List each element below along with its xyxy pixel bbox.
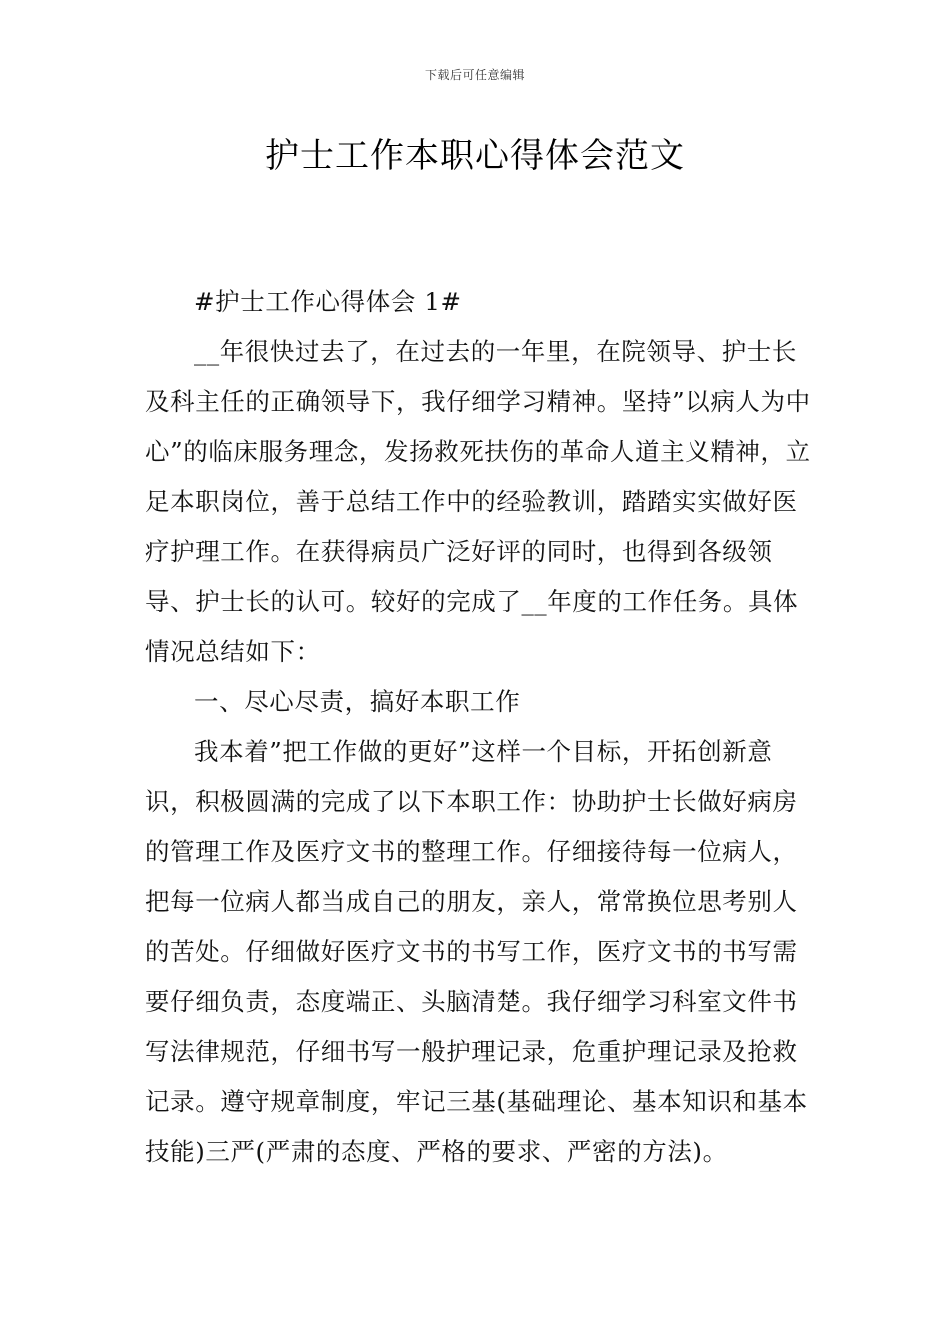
section-heading: #护士工作心得体会 1# [194, 287, 462, 316]
subsection-heading: 一、尽心尽责，搞好本职工作 [194, 687, 521, 716]
header-note: 下载后可任意编辑 [424, 68, 525, 82]
paragraph: 我本着”把工作做的更好”这样一个目标，开拓创新意识，积极圆满的完成了以下本职工作：协助护士长做好病房的管理工作及医疗文书的整理工作。仔细接待每一位病人，把每一位病人都当成自己的朋友，亲人，常常换位思考别人的苦处。仔细做好医疗文书的书写工作，医疗文书的书写需要仔细负责，态度端正、头脑清楚。我仔细学习科室文件书写法律规范，仔细书写一般护理记录，危重护理记录及抢救记录。遵守规章制度，牢记三基(基础理论、基本知识和基本技能)三严(严肃的态度、严格的要求、严密的方法)。 [145, 737, 808, 1166]
document-title: 护士工作本职心得体会范文 [265, 136, 685, 176]
paragraph: __年很快过去了，在过去的一年里，在院领导、护士长及科主任的正确领导下，我仔细学习精神。坚持”以病人为中心”的临床服务理念，发扬救死扶伤的革命人道主义精神，立足本职岗位，善于总结工作中的经验教训，踏踏实实做好医疗护理工作。在获得病员广泛好评的同时，也得到各级领导、护士长的认可。较好的完成了__年度的工作任务。具体情况总结如下： [145, 337, 811, 666]
document-body [145, 277, 813, 1177]
